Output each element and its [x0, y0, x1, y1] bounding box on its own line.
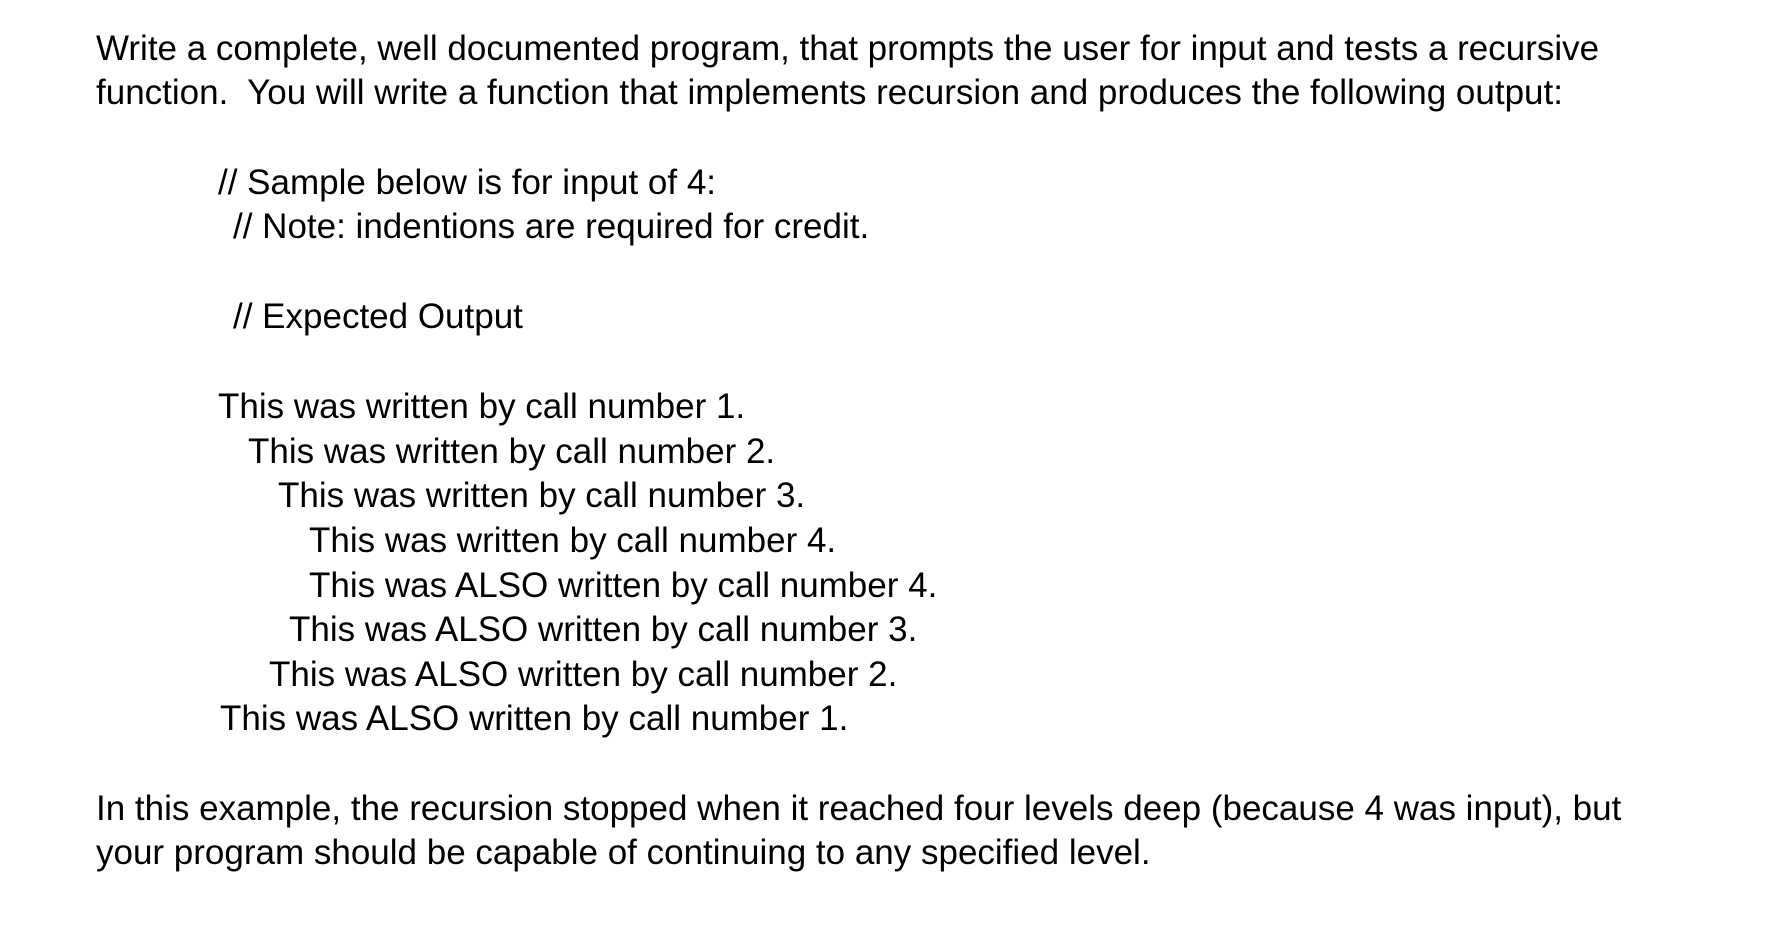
output-line-2: This was written by call number 2.	[248, 432, 776, 471]
output-line-7: This was ALSO written by call number 2.	[269, 655, 898, 694]
output-line-1: This was written by call number 1.	[218, 387, 746, 426]
output-line-4: This was written by call number 4.	[309, 521, 837, 560]
expected-output-comment: // Expected Output	[233, 297, 523, 336]
sample-comment: // Sample below is for input of 4:	[218, 163, 717, 202]
output-line-8: This was ALSO written by call number 1.	[220, 699, 849, 738]
outro-line-2: your program should be capable of continuing to any specified level.	[96, 833, 1151, 872]
output-line-6: This was ALSO written by call number 3.	[289, 610, 918, 649]
intro-line-2: function. You will write a function that implements recursion and produces the following output:	[96, 73, 1563, 112]
output-line-3: This was written by call number 3.	[278, 476, 806, 515]
note-comment: // Note: indentions are required for credit.	[233, 207, 870, 246]
output-line-5: This was ALSO written by call number 4.	[309, 566, 938, 605]
outro-line-1: In this example, the recursion stopped when it reached four levels deep (because 4 was input), but	[96, 789, 1622, 828]
intro-line-1: Write a complete, well documented program, that prompts the user for input and tests a recursive	[96, 29, 1600, 68]
